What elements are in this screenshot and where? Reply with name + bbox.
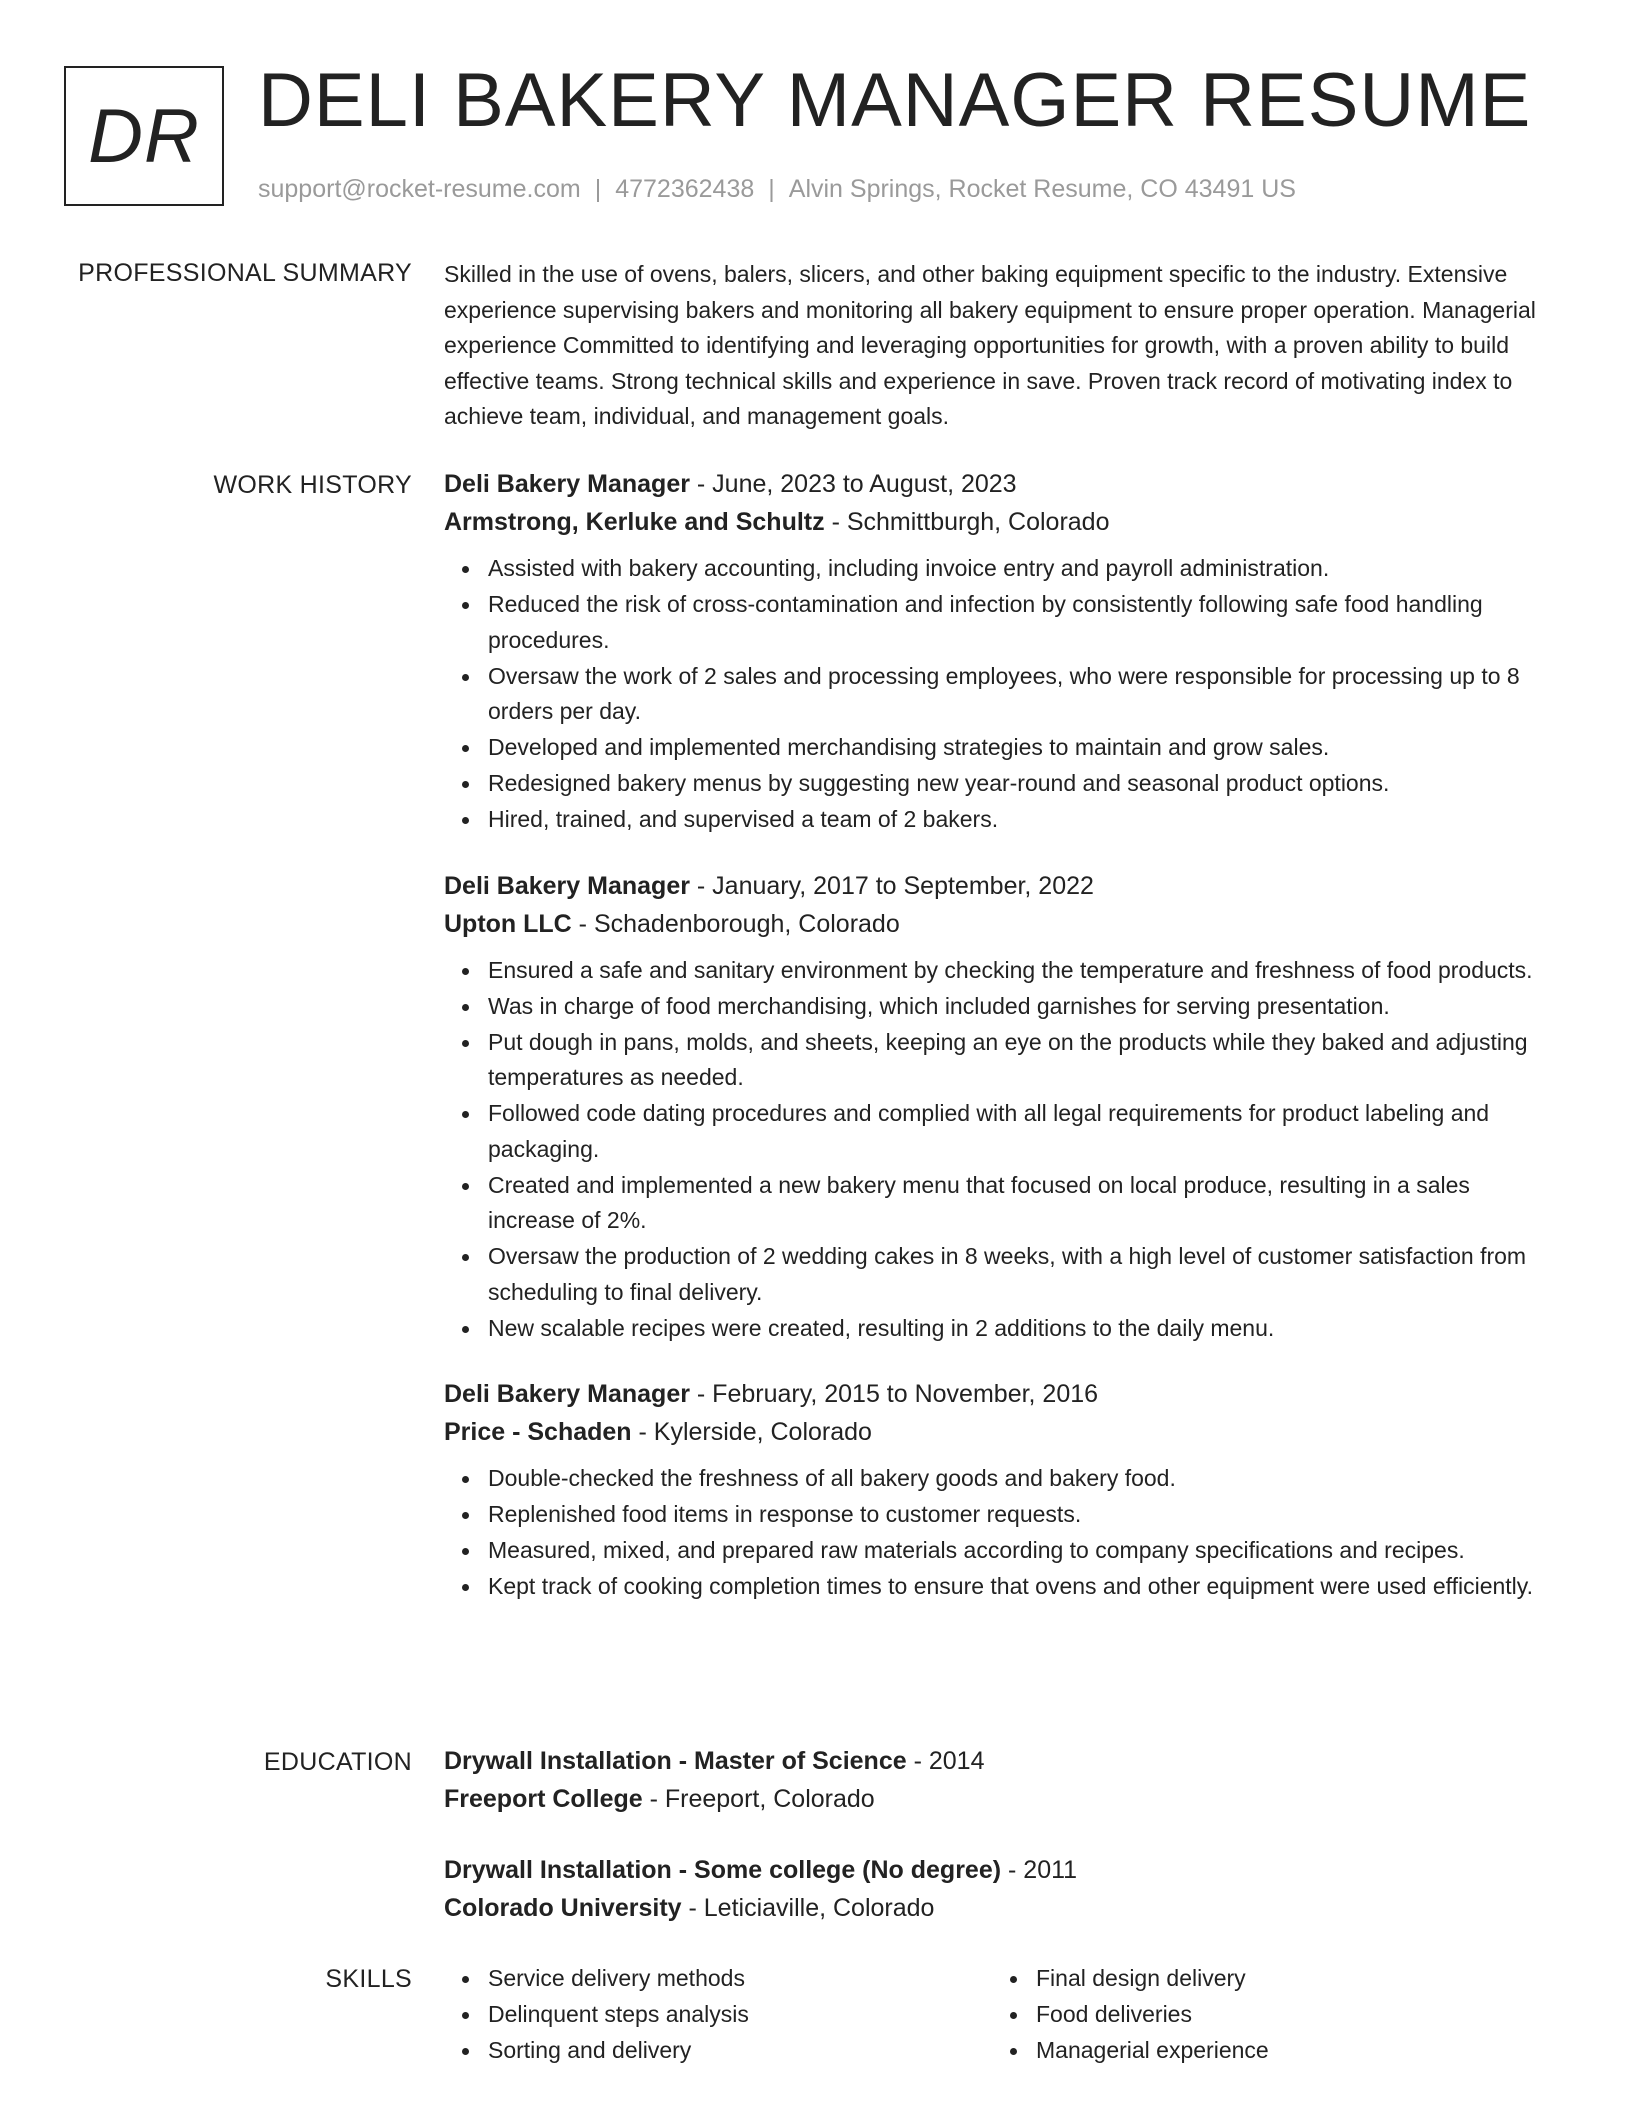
list-item: Followed code dating procedures and complied with all legal requirements for product labeling and packaging. [488, 1096, 1560, 1167]
contact-address: Alvin Springs, Rocket Resume, CO 43491 US [788, 175, 1296, 203]
contact-line [258, 172, 1296, 206]
education-school-line [444, 1889, 1560, 1927]
contact-separator: | [594, 175, 602, 203]
list-item: Put dough in pans, molds, and sheets, keeping an eye on the products while they baked and adjusting temperatures as needed. [488, 1025, 1560, 1096]
job-bullets [444, 953, 1560, 1347]
education-entry [444, 1851, 1560, 1927]
education-body [444, 1742, 1560, 1927]
job-location: - Schadenborough, Colorado [571, 909, 900, 938]
work-history-body [444, 465, 1560, 1605]
summary-body [444, 257, 1560, 435]
section-label-work-history: WORK HISTORY [213, 471, 412, 499]
skills-column-left [444, 1951, 992, 2069]
job-title: Deli Bakery Manager [444, 470, 690, 498]
list-item: Was in charge of food merchandising, which included garnishes for serving presentation. [488, 989, 1560, 1025]
education-year: - 2014 [906, 1747, 985, 1775]
list-item: Measured, mixed, and prepared raw materials according to company specifications and recipes. [488, 1533, 1560, 1569]
contact-email[interactable]: support@rocket-resume.com [258, 175, 581, 203]
list-item: Redesigned bakery menus by suggesting new year-round and seasonal product options. [488, 766, 1560, 802]
list-item: Hired, trained, and supervised a team of 2 bakers. [488, 802, 1560, 838]
education-location: - Freeport, Colorado [642, 1785, 875, 1813]
section-label-education: EDUCATION [263, 1748, 412, 1776]
list-item: Double-checked the freshness of all bakery goods and bakery food. [488, 1461, 1560, 1497]
job-entry [444, 867, 1560, 1347]
job-company-line [444, 503, 1560, 541]
education-degree: Drywall Installation - Some college (No degree) [444, 1856, 1002, 1884]
education-degree-line [444, 1851, 1560, 1889]
contact-separator: | [768, 175, 775, 203]
education-degree: Drywall Installation - Master of Science [444, 1747, 907, 1775]
list-item: Oversaw the work of 2 sales and processing employees, who were responsible for processing up to 8 orders per day. [488, 659, 1560, 730]
job-location: - Kylerside, Colorado [631, 1418, 872, 1446]
education-entry [444, 1742, 1560, 1818]
monogram-logo: DR [64, 66, 224, 206]
education-school: Colorado University [444, 1894, 682, 1922]
page-title: DELI BAKERY MANAGER RESUME [258, 58, 1532, 143]
job-company-line [444, 1413, 1560, 1451]
job-entry [444, 465, 1560, 838]
list-item: Oversaw the production of 2 wedding cakes in 8 weeks, with a high level of customer satisfaction from scheduling to final delivery. [488, 1239, 1560, 1310]
list-item: Reduced the risk of cross-contamination and infection by consistently following safe food handling procedures. [488, 587, 1560, 658]
education-location: - Leticiaville, Colorado [681, 1894, 935, 1922]
skills-list [992, 1961, 1540, 2069]
education-school-line [444, 1780, 1560, 1818]
education-school: Freeport College [444, 1785, 643, 1813]
list-item: Managerial experience [1036, 2033, 1540, 2069]
education-degree-line [444, 1742, 1560, 1780]
list-item: Developed and implemented merchandising strategies to maintain and grow sales. [488, 730, 1560, 766]
job-company: Armstrong, Kerluke and Schultz [444, 508, 825, 536]
job-title: Deli Bakery Manager [444, 1380, 690, 1408]
list-item: Service delivery methods [488, 1961, 992, 1997]
list-item: Assisted with bakery accounting, including invoice entry and payroll administration. [488, 551, 1560, 587]
list-item: Kept track of cooking completion times to ensure that ovens and other equipment were used efficiently. [488, 1569, 1560, 1605]
job-dates: - February, 2015 to November, 2016 [689, 1380, 1099, 1408]
job-dates: - June, 2023 to August, 2023 [689, 470, 1017, 498]
job-company-line [444, 905, 1560, 943]
job-bullets [444, 1461, 1560, 1605]
list-item: Delinquent steps analysis [488, 1997, 992, 2033]
job-bullets [444, 551, 1560, 838]
list-item: Food deliveries [1036, 1997, 1540, 2033]
skills-grid [444, 1951, 1560, 2069]
section-label-skills: SKILLS [325, 1965, 412, 1993]
job-dates: - January, 2017 to September, 2022 [689, 871, 1094, 900]
job-title-line [444, 867, 1560, 905]
job-company: Upton LLC [444, 909, 572, 938]
job-location: - Schmittburgh, Colorado [824, 508, 1110, 536]
job-title: Deli Bakery Manager [444, 871, 690, 900]
list-item: Final design delivery [1036, 1961, 1540, 1997]
skills-list [444, 1961, 992, 2069]
list-item: New scalable recipes were created, resulting in 2 additions to the daily menu. [488, 1311, 1560, 1347]
job-title-line [444, 465, 1560, 503]
skills-body [444, 1951, 1560, 2069]
list-item: Sorting and delivery [488, 2033, 992, 2069]
list-item: Replenished food items in response to customer requests. [488, 1497, 1560, 1533]
section-label-summary: PROFESSIONAL SUMMARY [78, 259, 412, 287]
job-title-line [444, 1375, 1560, 1413]
job-company: Price - Schaden [444, 1418, 632, 1446]
skills-column-right [992, 1951, 1540, 2069]
list-item: Created and implemented a new bakery menu that focused on local produce, resulting in a sales increase of 2%. [488, 1168, 1560, 1239]
education-year: - 2011 [1001, 1856, 1078, 1884]
job-entry [444, 1375, 1560, 1605]
contact-phone[interactable]: 4772362438 [615, 175, 755, 203]
summary-text: Skilled in the use of ovens, balers, slicers, and other baking equipment specific to the industry. Extensive experience supervising bakers and monitoring all bakery equipment to ensure proper operation. Managerial experience Committed to identifying and leveraging opportunities for growth, with a proven ability to build effective teams. Strong technical skills and experience in save. Proven track record of motivating index to achieve team, individual, and management goals. [444, 261, 1536, 429]
list-item: Ensured a safe and sanitary environment by checking the temperature and freshness of food products. [488, 953, 1560, 989]
